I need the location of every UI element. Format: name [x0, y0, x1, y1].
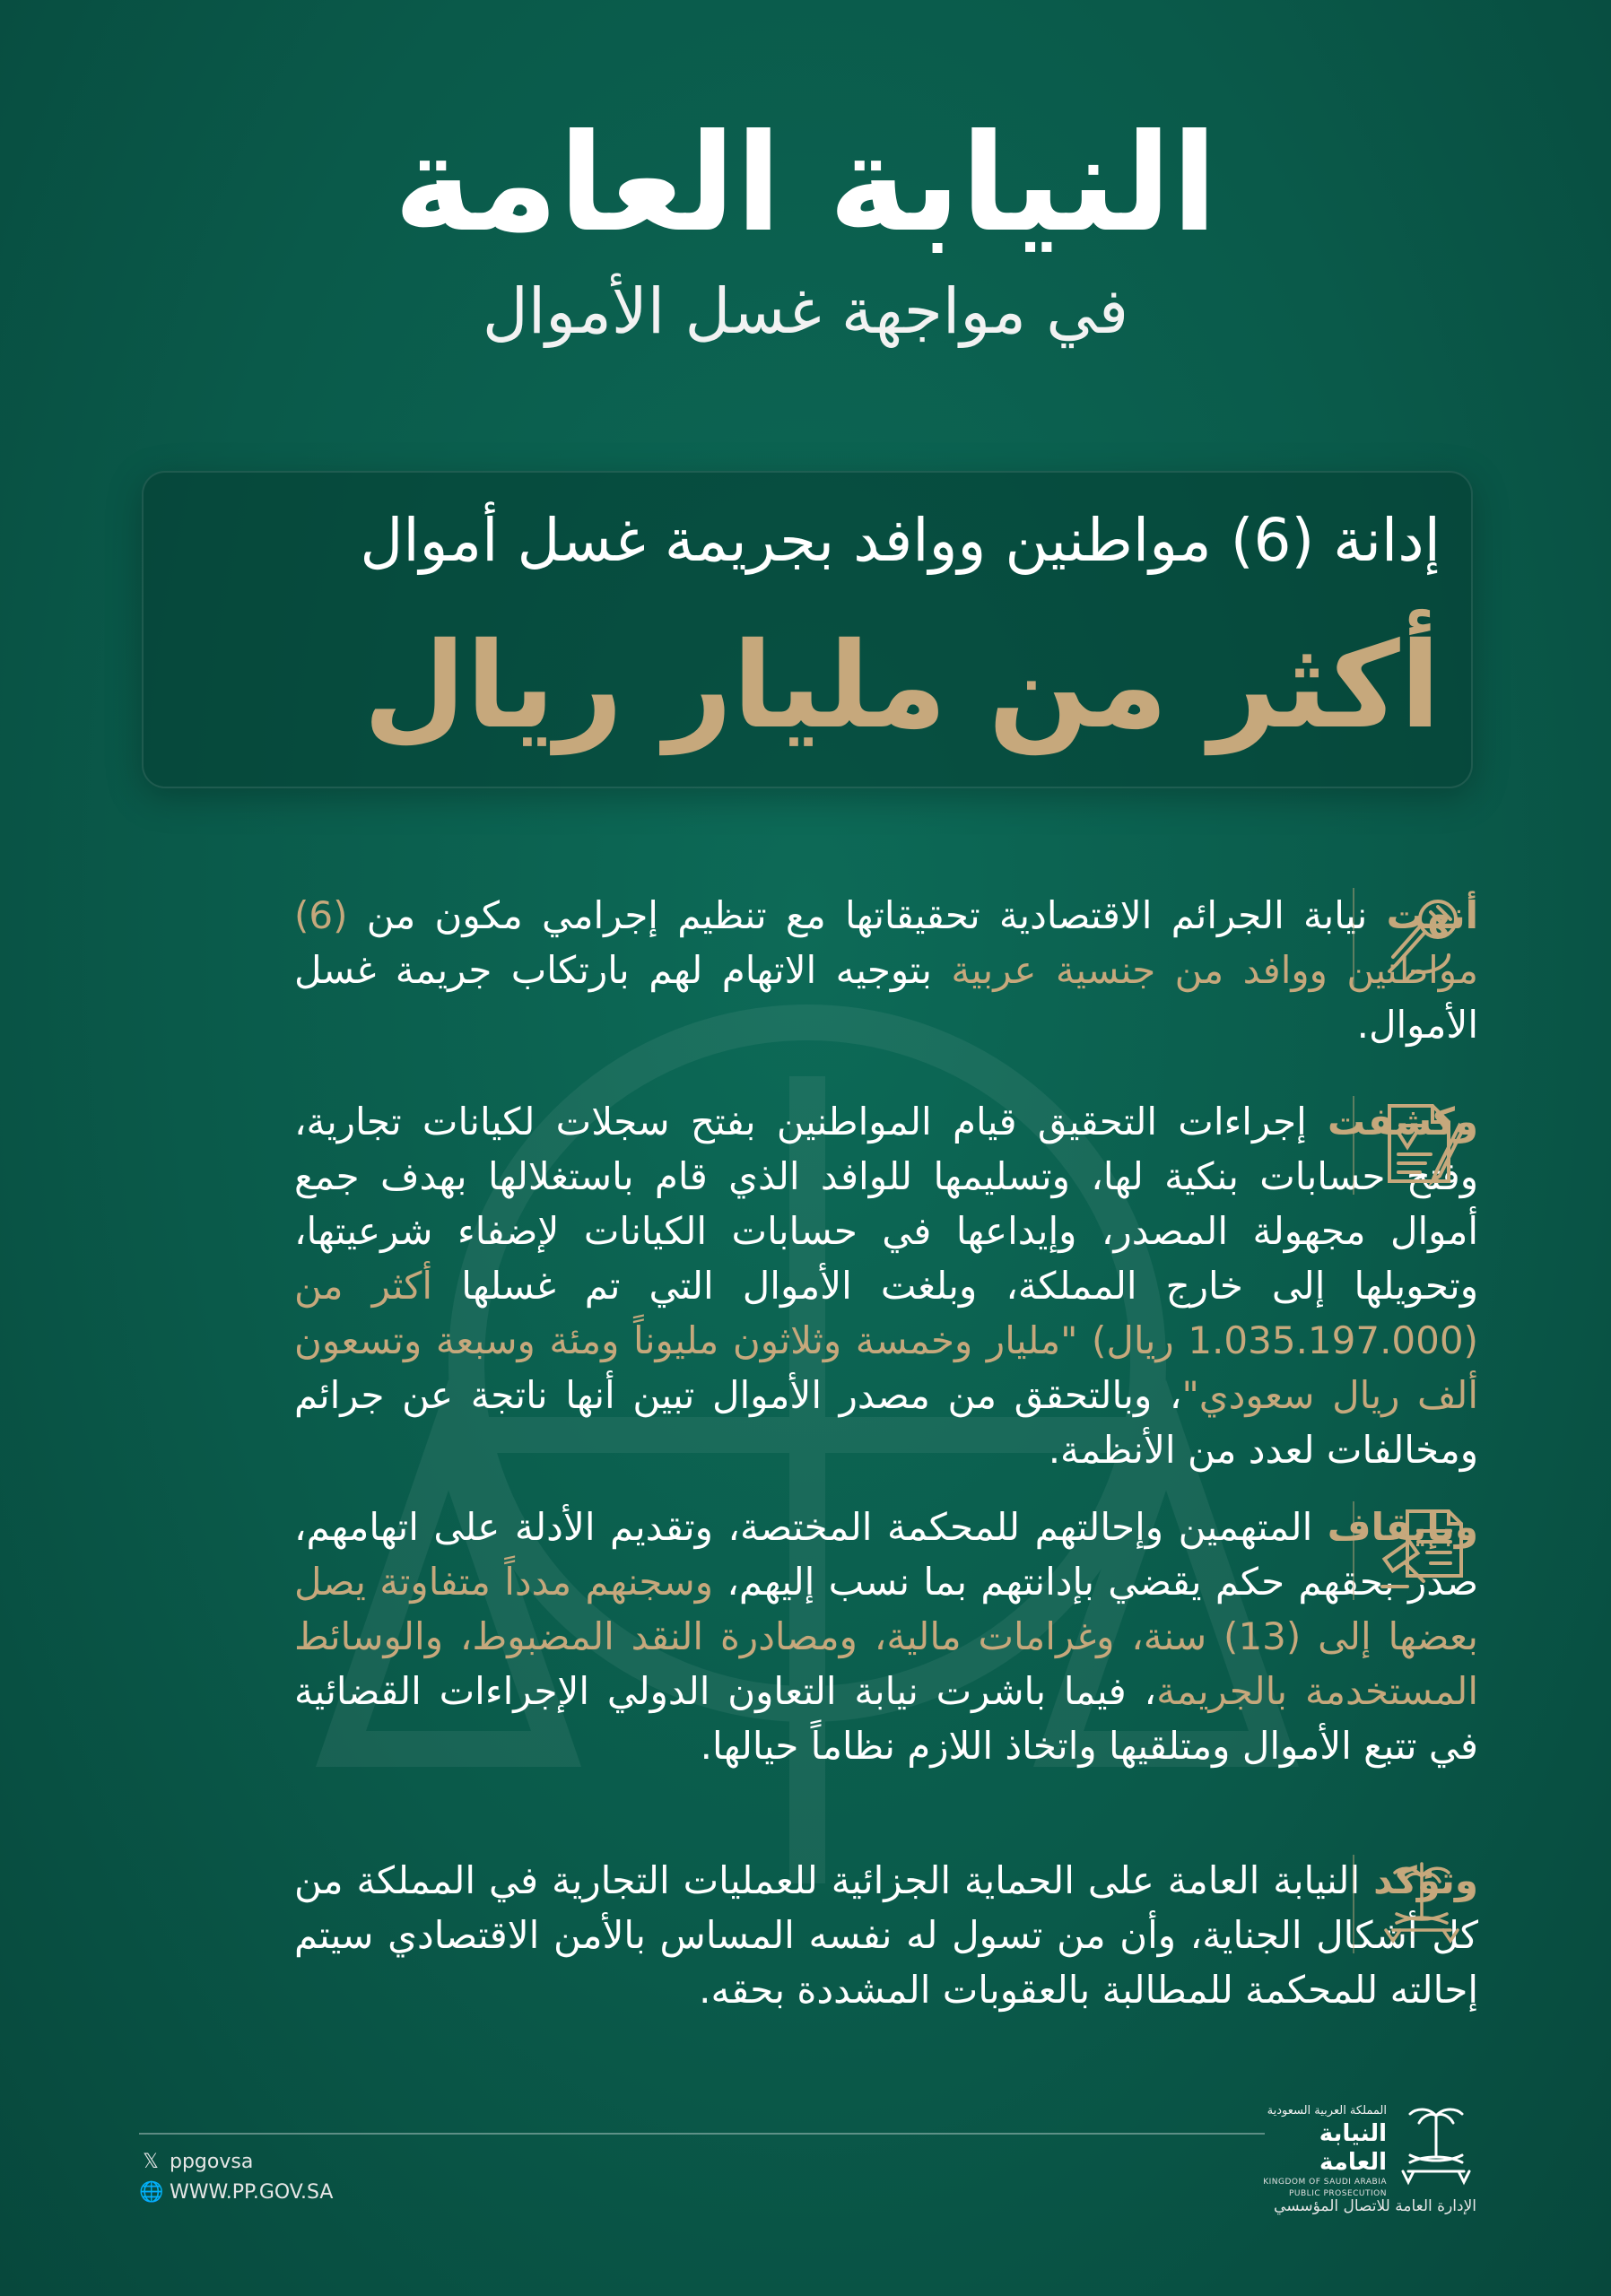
section-lead: أنهت [1386, 893, 1478, 937]
icon-separator [1353, 1501, 1354, 1600]
section-text: المتهمين وإحالتهم للمحكمة المختصة، وتقديم الأدلة على اتهامهم، صدر بحقهم حكم يقضي بإدانتهم بما نسب إليهم، [294, 1505, 1478, 1604]
section-text: ، فيما باشرت نيابة التعاون الدولي الإجراءات القضائية في تتبع الأموال ومتلقيها واتخاذ اللازم نظاماً حيالها. [294, 1669, 1478, 1768]
gavel-document-icon [1377, 1504, 1467, 1594]
section-lead: وكشفت [1328, 1100, 1478, 1144]
legal-document-icon [1377, 1099, 1467, 1188]
logo-en-country: KINGDOM OF SAUDI ARABIA [1263, 2178, 1387, 2187]
section-text: ، وبالتحقق من مصدر الأموال تبين أنها ناتجة عن جرائم ومخالفات لعدد من الأنظمة. [294, 1373, 1478, 1472]
website-link[interactable] [139, 2179, 333, 2206]
section-highlight: وسجنهم مدداً متفاوتة يصل بعضها إلى (13) سنة، وغرامات مالية، ومصادرة النقد المضبوط، والوسائط المستخدمة بالجريمة [294, 1560, 1479, 1713]
section-highlight: (6) مواطنين ووافد من جنسية عربية [294, 893, 1478, 992]
section-conclusion [294, 888, 1478, 1052]
logo-name: النيابة العامة [1319, 2120, 1387, 2176]
x-logo-icon: 𝕏 [143, 2151, 159, 2173]
headline-line1: إدانة (6) مواطنين ووافد بجريمة غسل أموال [360, 506, 1441, 575]
department-name: الإدارة العامة للاتصال المؤسسي [1274, 2197, 1476, 2215]
page-title: النيابة العامة [393, 106, 1218, 262]
globe-icon: 🌐 [139, 2181, 164, 2204]
social-handle-text: ppgovsa [170, 2151, 254, 2173]
social-handle[interactable] [139, 2149, 253, 2176]
microphone-icon [1377, 892, 1467, 982]
website-text: WWW.PP.GOV.SA [170, 2181, 334, 2204]
section-highlight: أكثر من (1.035.197.000 ريال) "مليار وخمسة وثلاثون مليوناً ومئة وسبعة وتسعون ألف ريال سعودي" [294, 1264, 1479, 1417]
icon-separator [1353, 888, 1354, 987]
headline-line2: أكثر من مليار ريال [362, 617, 1441, 755]
saudi-emblem-scales-icon [1377, 1858, 1467, 1948]
section-emphasis [294, 1853, 1478, 2017]
section-text: إجراءات التحقيق قيام المواطنين بفتح سجلات لكيانات تجارية، وفتح حسابات بنكية لها، وتسليمها للوافد الذي قام باستغلالها بهدف جمع أموال مجهولة المصدر، وإيداعها في حسابات الكيانات لإضفاء شرعيتها، وتحويلها إلى خارج المملكة، وبلغت الأموال التي تم غسلها [294, 1100, 1479, 1308]
section-verdict [294, 1500, 1478, 1773]
section-findings [294, 1094, 1478, 1477]
section-text: النيابة العامة على الحماية الجزائية للعمليات التجارية في المملكة من كل أشكال الجناية، وأن من تسول له نفسه المساس بالأمن الاقتصادي سيتم إحالته للمحكمة للمطالبة بالعقوبات المشددة بحقه. [294, 1858, 1478, 2012]
logo-en-name: PUBLIC PROSECUTION [1288, 2189, 1387, 2198]
logo-text [1252, 2103, 1387, 2200]
section-text: بتوجيه الاتهام لهم بارتكاب جريمة غسل الأموال. [294, 948, 1478, 1047]
icon-separator [1353, 1855, 1354, 1953]
page-subtitle: في مواجهة غسل الأموال [482, 274, 1129, 348]
section-lead: وبإيقاف [1327, 1505, 1478, 1549]
saudi-emblem-icon [1396, 2103, 1476, 2193]
logo-country: المملكة العربية السعودية [1267, 2104, 1387, 2118]
section-lead: وتؤكد [1373, 1858, 1478, 1902]
footer-divider [139, 2133, 1265, 2135]
icon-separator [1353, 1096, 1354, 1195]
section-text: نيابة الجرائم الاقتصادية تحقيقاتها مع تنظيم إجرامي مكون من [347, 893, 1387, 937]
